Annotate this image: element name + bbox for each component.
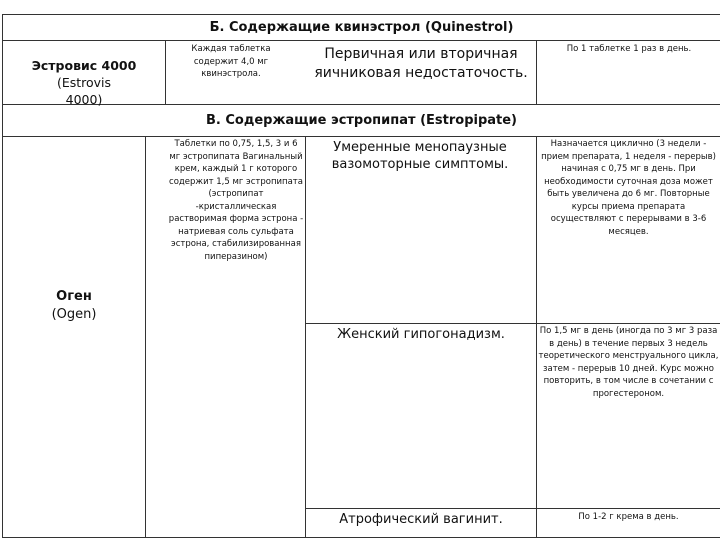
ogen-indication-1: Умеренные менопаузные вазомоторные симптомы. <box>331 140 509 172</box>
divider-c-header <box>2 136 720 137</box>
divider-c-row2 <box>305 323 720 324</box>
divider-b-header <box>2 40 720 41</box>
divider-c-row3 <box>305 508 720 509</box>
divider-col2-c <box>305 136 306 538</box>
ogen-name-latin: (Ogen) <box>51 307 97 322</box>
divider-col1-c <box>145 136 146 538</box>
ogen-dosage-1: Назначается циклично (3 недели - прием препарата, 1 неделя - перерыв) начиная с 0,75 мг в день. При необходимости суточная доза может быть увеличена до 6 мг. Повторные курсы приема препарата осуществляют с перерывами в 3-6 месяцев. <box>541 139 716 237</box>
ogen-indication-3: Атрофический вагинит. <box>339 512 503 527</box>
estrovis-dosage: По 1 таблетке 1 раз в день. <box>566 44 692 54</box>
section-c-title: В. Содержащие эстропипат (Estropipate) <box>205 113 518 128</box>
estrovis-name-line2: 4000) <box>65 92 103 107</box>
ogen-name: Оген <box>56 289 92 304</box>
divider-col1-b <box>165 40 166 104</box>
section-b-title: Б. Содержащие квинэстрол (Quinestrol) <box>209 20 514 35</box>
estrovis-name-latin: (Estrovis <box>56 75 112 90</box>
estrovis-name-bold: Эстровис 4000 <box>31 58 137 73</box>
estrovis-form: Каждая таблетка содержит 4,0 мг квинэстрола. <box>191 44 271 79</box>
ogen-indication-2: Женский гипогонадизм. <box>337 327 505 342</box>
estrovis-indication: Первичная или вторичная яичниковая недостаточость. <box>314 46 528 81</box>
divider-col3-b <box>536 40 537 104</box>
ogen-form: Таблетки по 0,75, 1,5, 3 и 6 мг эстропипата Вагинальный крем, каждый 1 г которого содержит 1,5 мг эстропипата (эстропипат -кристаллическая растворимая форма эстрона - натриевая соль сульфата эстрона, стабилизированная пиперазином) <box>168 139 304 262</box>
border-left <box>2 14 3 538</box>
ogen-dosage-2: По 1,5 мг в день (иногда по 3 мг 3 раза в день) в течение первых 3 недель теоретического менструального цикла, затем - перерыв 10 дней. Курс можно повторить, в том числе в сочетании с прогестероном. <box>538 326 719 399</box>
estrovis-drug-name <box>4 57 164 108</box>
divider-col3-c <box>536 136 537 538</box>
border-top <box>2 14 720 15</box>
border-bottom <box>2 537 720 538</box>
ogen-dosage-3: По 1-2 г крема в день. <box>578 512 679 522</box>
ogen-drug-name <box>3 288 145 324</box>
